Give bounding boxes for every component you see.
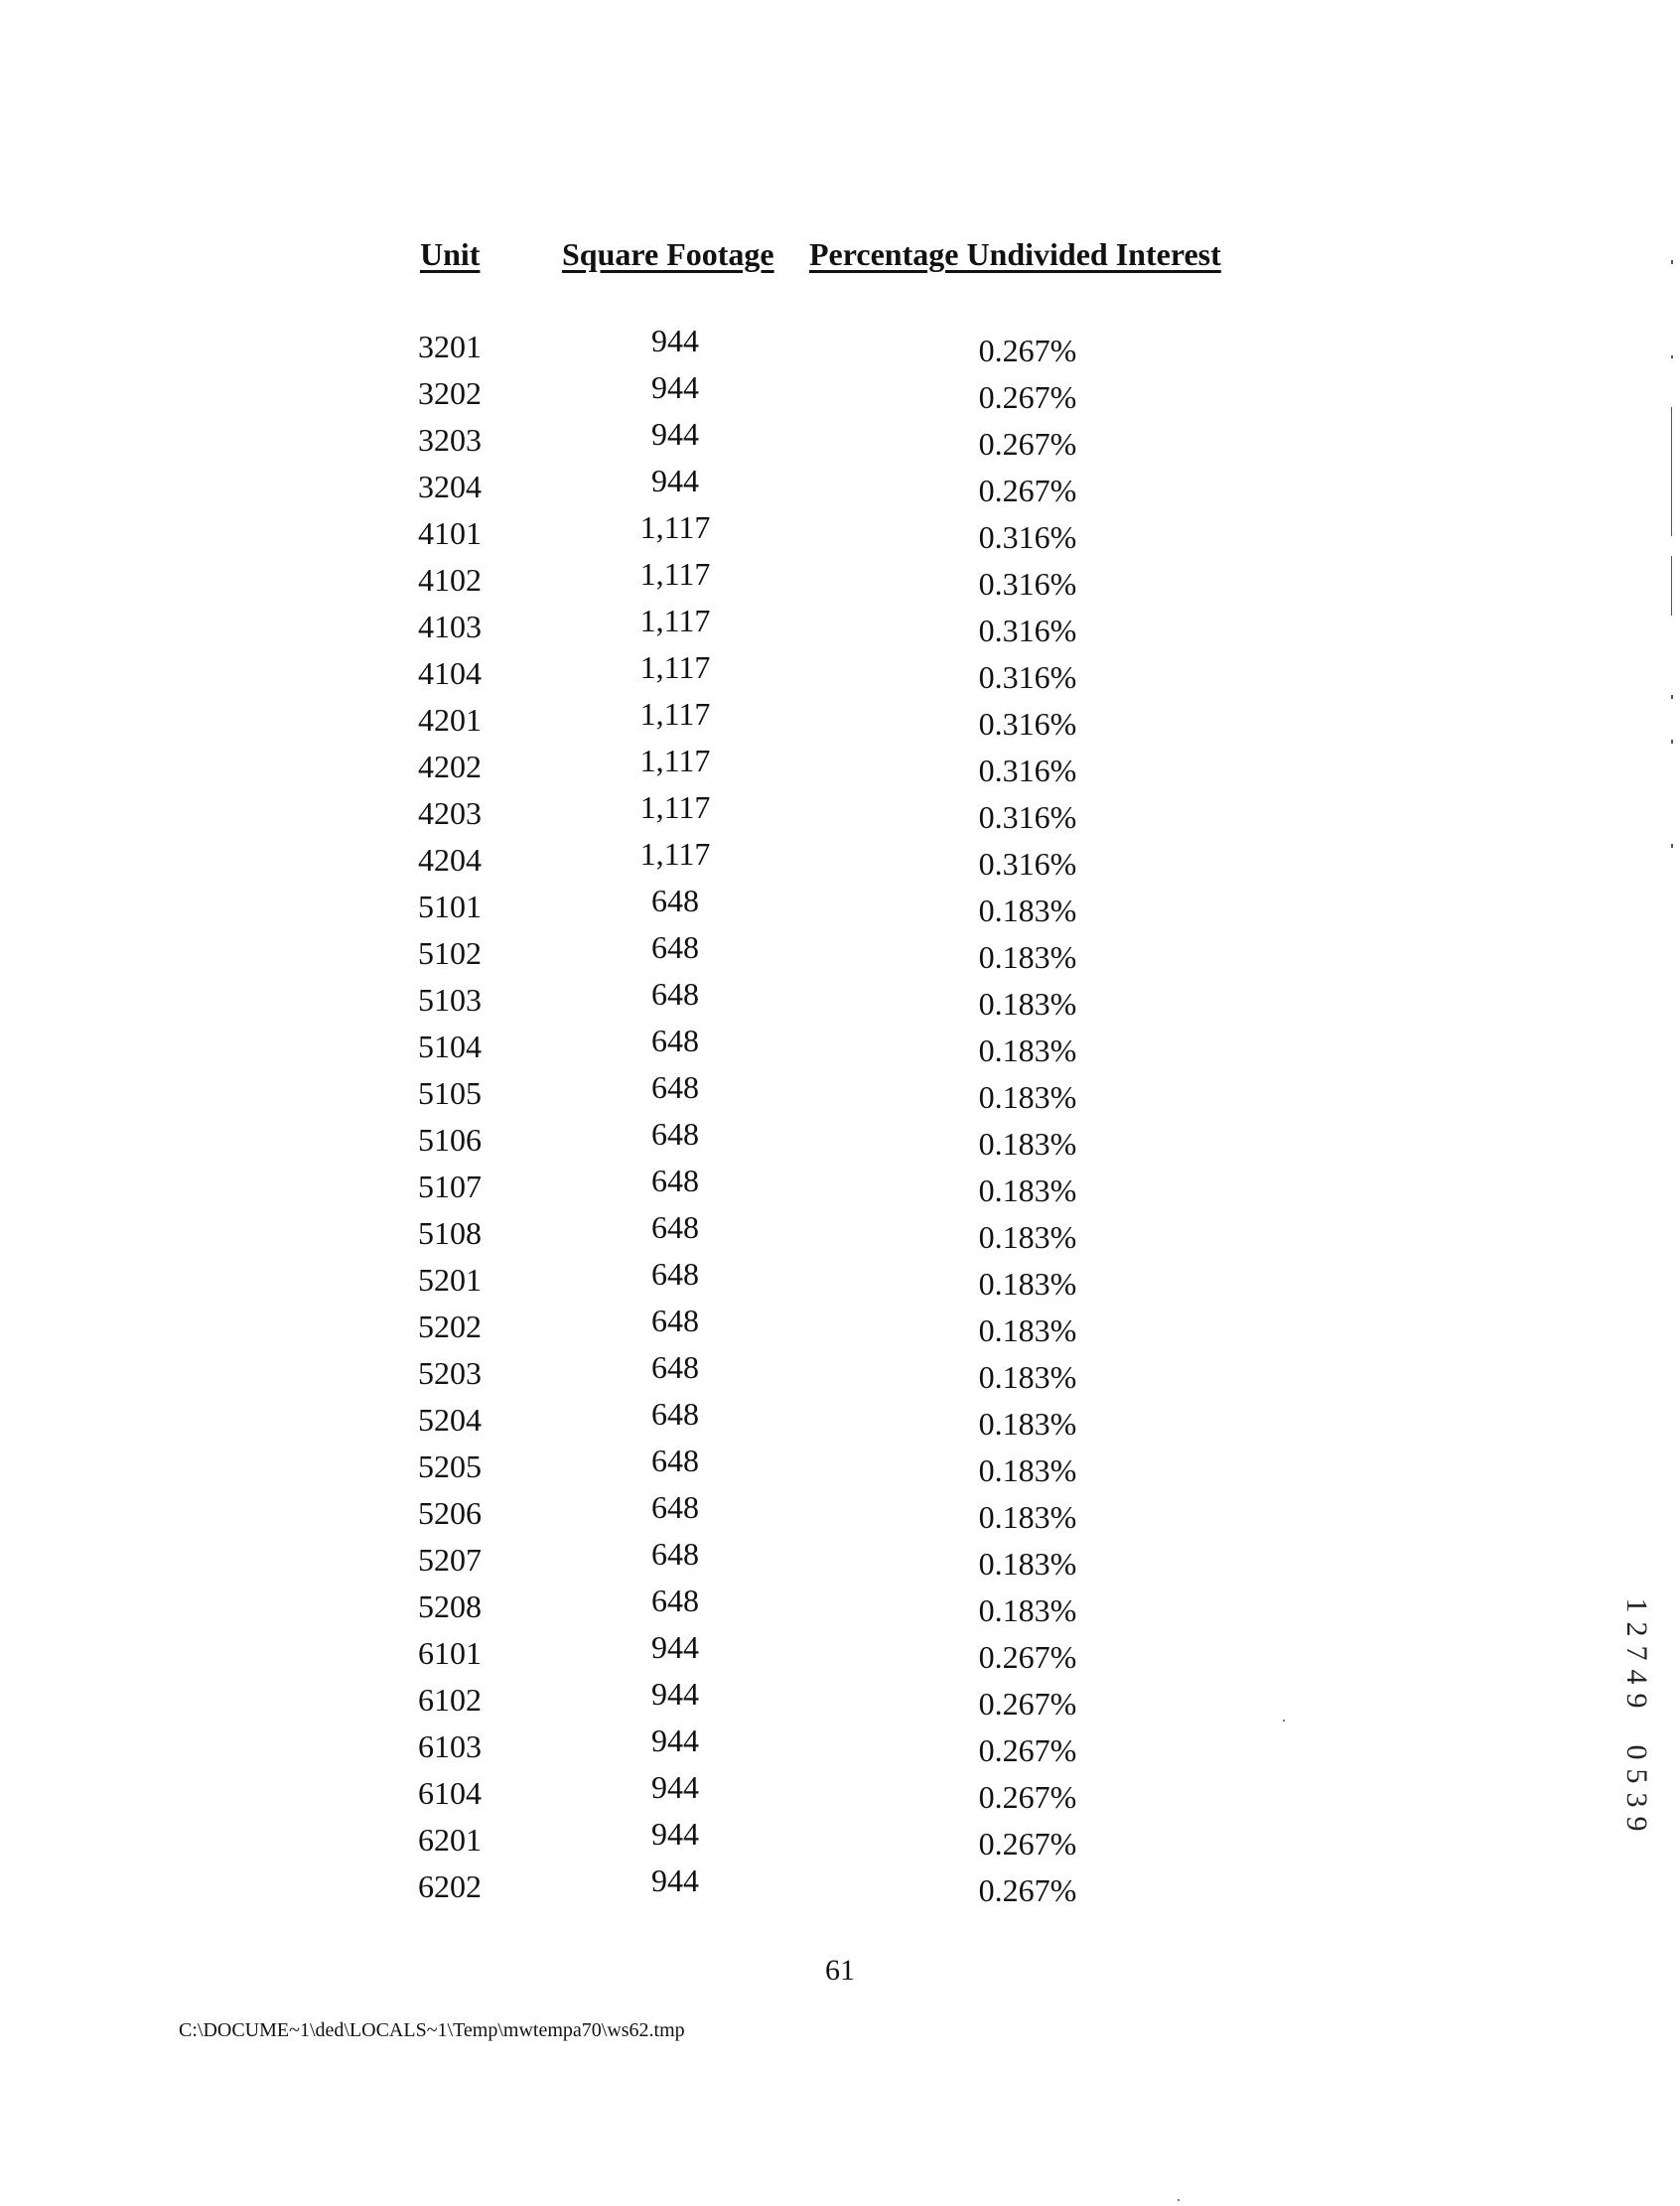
cell-square-footage: 1,117 — [639, 556, 711, 592]
cell-unit: 4203 — [418, 795, 482, 831]
cell-square-footage: 648 — [651, 1443, 699, 1478]
cell-percentage: 0.316% — [978, 799, 1077, 835]
table-row — [0, 369, 1680, 416]
table-row — [0, 976, 1680, 1023]
cell-percentage: 0.183% — [978, 986, 1077, 1022]
table-row — [0, 1769, 1680, 1816]
table-row — [0, 323, 1680, 369]
cell-percentage: 0.316% — [978, 566, 1077, 602]
table-header — [0, 236, 1680, 286]
cell-unit: 5202 — [418, 1309, 482, 1344]
cell-unit: 6201 — [418, 1822, 482, 1858]
scan-speck — [1283, 1720, 1285, 1722]
table-row — [0, 1256, 1680, 1303]
cell-percentage: 0.183% — [978, 1592, 1077, 1628]
cell-percentage: 0.267% — [978, 379, 1077, 415]
table-row — [0, 556, 1680, 603]
cell-percentage: 0.183% — [978, 1126, 1077, 1162]
cell-percentage: 0.316% — [978, 659, 1077, 695]
cell-percentage: 0.316% — [978, 706, 1077, 742]
cell-square-footage: 648 — [651, 1116, 699, 1152]
scan-edge-mark — [1671, 355, 1673, 358]
cell-square-footage: 944 — [651, 1769, 699, 1805]
cell-percentage: 0.183% — [978, 1172, 1077, 1208]
table-row — [0, 1163, 1680, 1209]
cell-unit: 4104 — [418, 655, 482, 691]
scan-edge-mark — [1671, 260, 1673, 264]
cell-unit: 5106 — [418, 1122, 482, 1158]
cell-percentage: 0.267% — [978, 1872, 1077, 1908]
cell-percentage: 0.267% — [978, 1826, 1077, 1861]
table-row — [0, 509, 1680, 556]
cell-percentage: 0.316% — [978, 613, 1077, 648]
scan-speck — [1178, 2199, 1180, 2201]
cell-unit: 3202 — [418, 375, 482, 411]
table-row — [0, 696, 1680, 743]
cell-square-footage: 648 — [651, 1536, 699, 1572]
cell-percentage: 0.316% — [978, 753, 1077, 788]
table-row — [0, 1489, 1680, 1536]
cell-unit: 3203 — [418, 422, 482, 458]
cell-percentage: 0.316% — [978, 846, 1077, 882]
cell-percentage: 0.183% — [978, 1499, 1077, 1535]
table-row — [0, 1069, 1680, 1116]
cell-unit: 6104 — [418, 1775, 482, 1811]
cell-unit: 4202 — [418, 749, 482, 784]
cell-unit: 4204 — [418, 842, 482, 878]
cell-unit: 4201 — [418, 702, 482, 738]
cell-square-footage: 648 — [651, 1069, 699, 1105]
cell-square-footage: 648 — [651, 1209, 699, 1245]
cell-percentage: 0.267% — [978, 1639, 1077, 1675]
cell-square-footage: 648 — [651, 1256, 699, 1292]
cell-percentage: 0.183% — [978, 1546, 1077, 1582]
cell-unit: 4101 — [418, 515, 482, 551]
recording-stamp: 1 2 7 4 9 0 5 3 9 — [1620, 1597, 1653, 1832]
table-row — [0, 1396, 1680, 1443]
table-row — [0, 1303, 1680, 1349]
table-row — [0, 789, 1680, 836]
page-number: 61 — [825, 1954, 855, 1987]
cell-square-footage: 648 — [651, 976, 699, 1012]
table-row — [0, 603, 1680, 649]
cell-percentage: 0.183% — [978, 1312, 1077, 1348]
cell-square-footage: 944 — [651, 1629, 699, 1665]
scan-edge-mark — [1671, 556, 1672, 616]
cell-square-footage: 944 — [651, 1676, 699, 1712]
table-row — [0, 929, 1680, 976]
cell-unit: 3201 — [418, 329, 482, 364]
cell-square-footage: 648 — [651, 1163, 699, 1198]
table-row — [0, 836, 1680, 883]
table-row — [0, 1349, 1680, 1396]
cell-unit: 5104 — [418, 1029, 482, 1064]
cell-unit: 5102 — [418, 935, 482, 971]
table-row — [0, 1443, 1680, 1489]
cell-unit: 4103 — [418, 609, 482, 644]
table-row — [0, 743, 1680, 789]
cell-square-footage: 648 — [651, 1023, 699, 1058]
cell-unit: 5101 — [418, 889, 482, 924]
scan-edge-mark — [1671, 695, 1673, 699]
table-row — [0, 1023, 1680, 1069]
cell-percentage: 0.267% — [978, 1686, 1077, 1722]
cell-square-footage: 1,117 — [639, 696, 711, 732]
unit-table — [0, 323, 1680, 1909]
table-row — [0, 416, 1680, 463]
header-unit: Unit — [420, 236, 481, 272]
cell-unit: 5206 — [418, 1495, 482, 1531]
cell-unit: 5205 — [418, 1448, 482, 1484]
cell-square-footage: 648 — [651, 929, 699, 965]
table-row — [0, 1629, 1680, 1676]
cell-unit: 6101 — [418, 1635, 482, 1671]
cell-square-footage: 944 — [651, 1816, 699, 1852]
cell-square-footage: 1,117 — [639, 603, 711, 638]
cell-square-footage: 1,117 — [639, 649, 711, 685]
cell-unit: 5207 — [418, 1542, 482, 1578]
table-row — [0, 1723, 1680, 1769]
cell-unit: 3204 — [418, 469, 482, 504]
cell-percentage: 0.316% — [978, 519, 1077, 555]
table-row — [0, 1816, 1680, 1862]
cell-square-footage: 648 — [651, 1489, 699, 1525]
table-row — [0, 1536, 1680, 1583]
cell-unit: 5208 — [418, 1588, 482, 1624]
cell-unit: 5201 — [418, 1262, 482, 1298]
cell-unit: 5103 — [418, 982, 482, 1018]
cell-square-footage: 944 — [651, 1862, 699, 1898]
cell-unit: 5203 — [418, 1355, 482, 1391]
table-row — [0, 463, 1680, 509]
table-row — [0, 883, 1680, 929]
table-row — [0, 1862, 1680, 1909]
scan-edge-mark — [1671, 407, 1672, 536]
cell-unit: 6102 — [418, 1682, 482, 1718]
cell-percentage: 0.183% — [978, 1406, 1077, 1442]
cell-percentage: 0.267% — [978, 333, 1077, 368]
cell-percentage: 0.267% — [978, 1779, 1077, 1815]
cell-percentage: 0.267% — [978, 426, 1077, 462]
cell-percentage: 0.183% — [978, 893, 1077, 928]
cell-square-footage: 648 — [651, 1349, 699, 1385]
table-row — [0, 1116, 1680, 1163]
cell-square-footage: 648 — [651, 1583, 699, 1618]
cell-percentage: 0.183% — [978, 1033, 1077, 1068]
cell-square-footage: 944 — [651, 416, 699, 452]
cell-square-footage: 648 — [651, 1303, 699, 1338]
cell-square-footage: 944 — [651, 369, 699, 405]
cell-percentage: 0.183% — [978, 1359, 1077, 1395]
cell-percentage: 0.183% — [978, 939, 1077, 975]
cell-square-footage: 648 — [651, 1396, 699, 1432]
cell-square-footage: 944 — [651, 323, 699, 358]
cell-unit: 5105 — [418, 1075, 482, 1111]
footer-file-path: C:\DOCUME~1\ded\LOCALS~1\Temp\mwtempa70\ws62.tmp — [179, 2019, 685, 2041]
table-row — [0, 649, 1680, 696]
cell-percentage: 0.183% — [978, 1266, 1077, 1302]
cell-percentage: 0.183% — [978, 1079, 1077, 1115]
scan-edge-mark — [1671, 740, 1673, 744]
cell-percentage: 0.183% — [978, 1219, 1077, 1255]
cell-square-footage: 1,117 — [639, 509, 711, 545]
cell-square-footage: 944 — [651, 1723, 699, 1758]
cell-square-footage: 1,117 — [639, 743, 711, 778]
cell-square-footage: 1,117 — [639, 836, 711, 872]
cell-unit: 6202 — [418, 1868, 482, 1904]
header-square-footage: Square Footage — [562, 236, 774, 272]
header-percentage-undivided-interest: Percentage Undivided Interest — [809, 236, 1221, 272]
cell-percentage: 0.267% — [978, 1732, 1077, 1768]
cell-square-footage: 648 — [651, 883, 699, 918]
cell-unit: 6103 — [418, 1728, 482, 1764]
cell-unit: 5107 — [418, 1169, 482, 1204]
cell-unit: 4102 — [418, 562, 482, 598]
table-row — [0, 1676, 1680, 1723]
cell-unit: 5108 — [418, 1215, 482, 1251]
cell-percentage: 0.267% — [978, 473, 1077, 508]
table-row — [0, 1209, 1680, 1256]
cell-unit: 5204 — [418, 1402, 482, 1438]
cell-square-footage: 944 — [651, 463, 699, 498]
table-row — [0, 1583, 1680, 1629]
cell-percentage: 0.183% — [978, 1452, 1077, 1488]
scan-edge-mark — [1671, 844, 1673, 848]
cell-square-footage: 1,117 — [639, 789, 711, 825]
